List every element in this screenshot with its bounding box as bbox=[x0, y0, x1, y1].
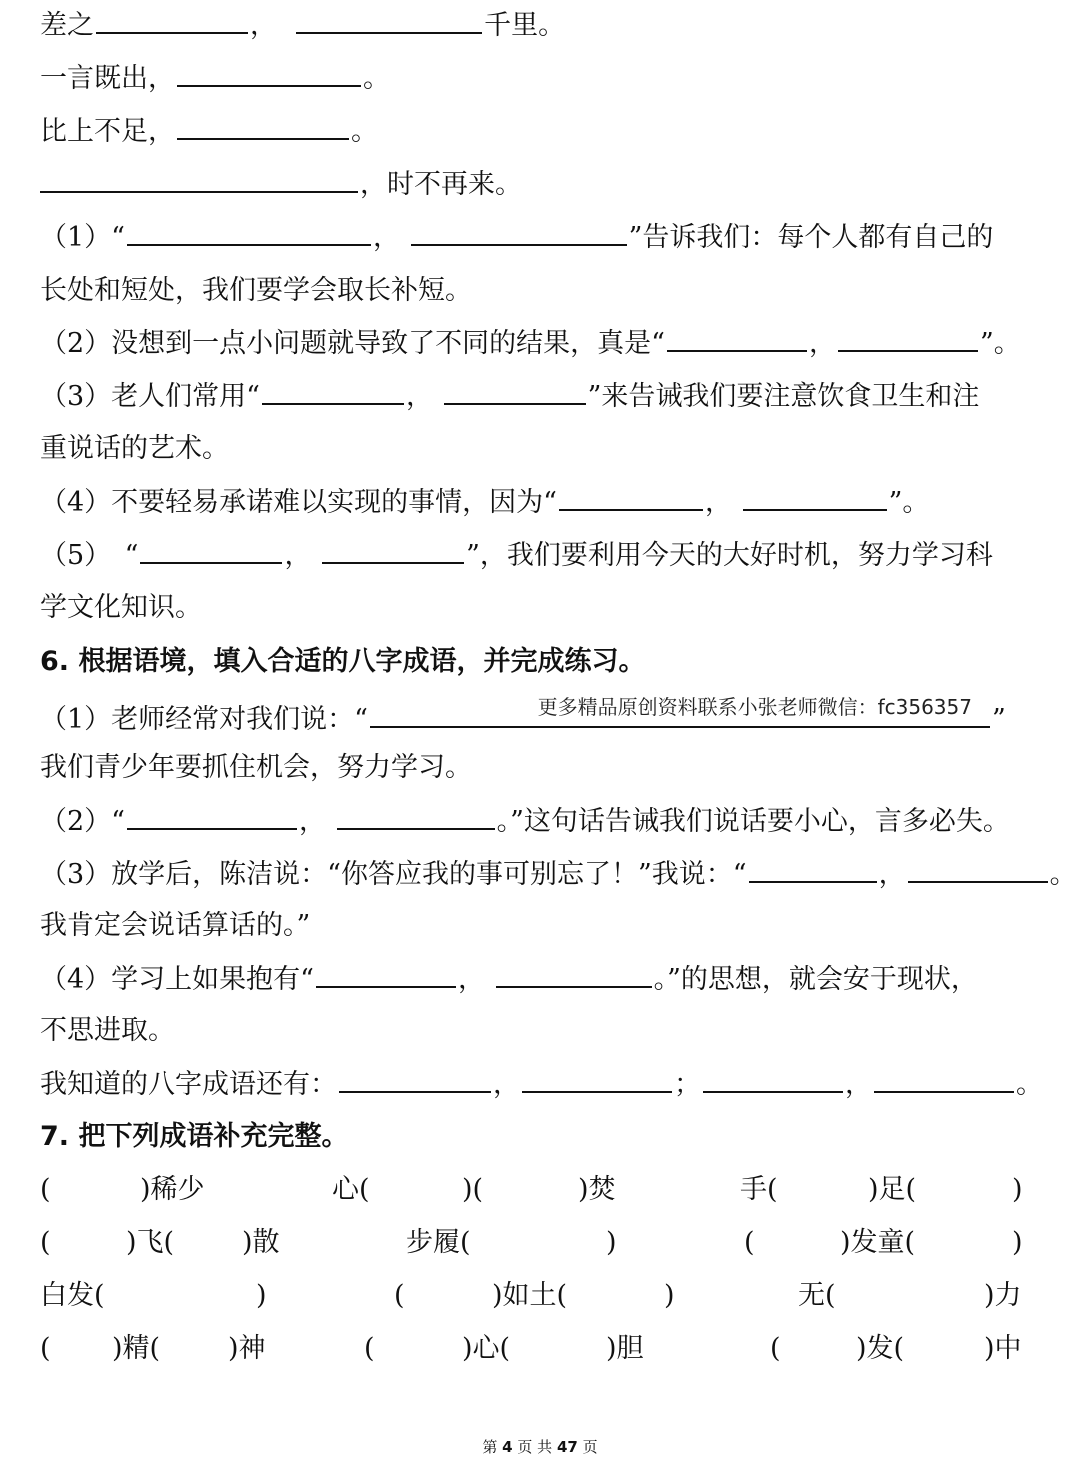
text[interactable]: )散 bbox=[242, 1227, 280, 1258]
text: ， bbox=[845, 1069, 872, 1100]
text[interactable]: )神 bbox=[228, 1333, 266, 1364]
blank[interactable] bbox=[140, 538, 282, 564]
section-6-q4 bbox=[40, 962, 1044, 997]
text: ( bbox=[40, 1227, 51, 1258]
text: ”来告诫我们要注意饮食卫生和注 bbox=[587, 381, 980, 412]
blank[interactable] bbox=[496, 962, 652, 988]
text: ”。 bbox=[979, 328, 1021, 359]
text[interactable]: )稀少 bbox=[140, 1174, 205, 1205]
section-6-q4-cont bbox=[40, 1014, 1044, 1048]
text[interactable]: )( bbox=[462, 1174, 484, 1205]
watermark-text: 更多精品原创资料联系小张老师微信：fc356357 bbox=[537, 695, 972, 719]
text: ， bbox=[298, 806, 326, 837]
text: ， bbox=[493, 1069, 520, 1100]
footer-text: 第 bbox=[482, 1438, 498, 1456]
text[interactable]: 步履( bbox=[406, 1227, 471, 1258]
page-number: 4 bbox=[502, 1438, 513, 1456]
text: 。 bbox=[363, 63, 390, 94]
text: ”，我们要利用今天的大好时机，努力学习科 bbox=[466, 540, 993, 571]
text: 。 bbox=[1049, 859, 1077, 890]
text: （2）“ bbox=[40, 806, 125, 837]
text[interactable]: )精( bbox=[112, 1333, 161, 1364]
text: ， bbox=[457, 964, 485, 995]
text: （1）“ bbox=[40, 222, 125, 253]
blank[interactable] bbox=[559, 485, 703, 511]
text: 重说话的艺术。 bbox=[40, 433, 229, 464]
text: ( bbox=[40, 1174, 51, 1205]
text[interactable]: ( bbox=[744, 1227, 755, 1258]
question-5 bbox=[40, 538, 1044, 573]
text: （3）放学后，陈洁说：“你答应我的事可别忘了！”我说：“ bbox=[40, 859, 747, 890]
blank[interactable] bbox=[127, 804, 297, 830]
section-6-q3 bbox=[40, 857, 1077, 892]
text: （1）老师经常对我们说：“ bbox=[40, 704, 368, 735]
section-6-q1-cont bbox=[40, 751, 1044, 785]
section-6-q3-cont bbox=[40, 909, 1044, 943]
text[interactable]: )焚 bbox=[578, 1174, 616, 1205]
text: 我肯定会说话算话的。” bbox=[40, 910, 311, 941]
text[interactable]: ) bbox=[1012, 1174, 1023, 1205]
text: 长处和短处，我们要学会取长补短。 bbox=[40, 275, 472, 306]
question-2 bbox=[40, 326, 1044, 361]
text[interactable]: ) bbox=[664, 1280, 675, 1311]
question-3 bbox=[40, 379, 1044, 414]
blank[interactable] bbox=[667, 326, 807, 352]
text[interactable]: ( bbox=[770, 1333, 781, 1364]
text: 差之 bbox=[40, 10, 94, 41]
blank[interactable] bbox=[296, 8, 482, 34]
text[interactable]: )胆 bbox=[606, 1333, 644, 1364]
text: ， bbox=[405, 381, 433, 412]
text: 千里。 bbox=[484, 10, 566, 41]
text[interactable]: )发童( bbox=[840, 1227, 916, 1258]
text: （2）没想到一点小问题就导致了不同的结果，真是“ bbox=[40, 328, 665, 359]
text: 不思进取。 bbox=[40, 1015, 175, 1046]
question-1-cont bbox=[40, 274, 1044, 308]
total-pages: 47 bbox=[556, 1438, 578, 1456]
line-2 bbox=[40, 61, 1044, 96]
text: 我们青少年要抓住机会，努力学习。 bbox=[40, 752, 472, 783]
line-4 bbox=[40, 167, 1044, 202]
text[interactable]: ( bbox=[364, 1333, 375, 1364]
text: 我知道的八字成语还有： bbox=[40, 1069, 337, 1100]
section-6-q1 bbox=[40, 695, 1044, 737]
blank[interactable] bbox=[749, 857, 877, 883]
text: 白发( bbox=[40, 1280, 105, 1311]
text: ， bbox=[808, 328, 836, 359]
question-1 bbox=[40, 220, 1044, 255]
text: 比上不足， bbox=[40, 116, 175, 147]
text: （3）老人们常用“ bbox=[40, 381, 260, 412]
text[interactable]: )如土( bbox=[492, 1280, 568, 1311]
text[interactable]: )心( bbox=[462, 1333, 511, 1364]
blank[interactable] bbox=[703, 1067, 843, 1093]
section-7-heading: 7. 把下列成语补充完整。 bbox=[40, 1121, 349, 1152]
text: 。 bbox=[1016, 1069, 1043, 1100]
text[interactable]: 心( bbox=[332, 1174, 370, 1205]
section-6-q2 bbox=[40, 804, 1044, 839]
text: ，时不再来。 bbox=[360, 169, 522, 200]
question-3-cont bbox=[40, 432, 1044, 466]
blank[interactable] bbox=[444, 379, 586, 405]
blank[interactable] bbox=[337, 804, 495, 830]
text: 。”的思想，就会安于现状， bbox=[653, 964, 978, 995]
text[interactable]: )中 bbox=[984, 1333, 1022, 1364]
text: 。 bbox=[351, 116, 378, 147]
blank[interactable] bbox=[322, 538, 464, 564]
text: ” bbox=[991, 704, 1006, 735]
text: ”告诉我们：每个人都有自己的 bbox=[628, 222, 994, 253]
blank[interactable] bbox=[177, 61, 361, 87]
blank[interactable] bbox=[316, 962, 456, 988]
text: （5） “ bbox=[40, 540, 139, 571]
text: 一言既出， bbox=[40, 63, 175, 94]
text: ， bbox=[878, 859, 906, 890]
page-footer bbox=[0, 1436, 1080, 1457]
text: ； bbox=[674, 1069, 701, 1100]
footer-text: 页 bbox=[582, 1438, 598, 1456]
blank[interactable] bbox=[522, 1067, 672, 1093]
text[interactable]: 手( bbox=[740, 1174, 778, 1205]
text: （4）不要轻易承诺难以实现的事情，因为“ bbox=[40, 487, 557, 518]
blank[interactable] bbox=[339, 1067, 491, 1093]
blank[interactable] bbox=[743, 485, 887, 511]
question-4 bbox=[40, 485, 1044, 520]
blank[interactable] bbox=[40, 167, 358, 193]
blank[interactable] bbox=[127, 220, 371, 246]
text[interactable]: ) bbox=[256, 1280, 267, 1311]
footer-text: 页 共 bbox=[517, 1438, 553, 1456]
text: ( bbox=[40, 1333, 51, 1364]
section-6-heading: 6. 根据语境，填入合适的八字成语，并完成练习。 bbox=[40, 646, 646, 677]
text: ， bbox=[372, 222, 400, 253]
line-3 bbox=[40, 114, 1044, 149]
text[interactable]: ( bbox=[394, 1280, 405, 1311]
text[interactable]: )足( bbox=[868, 1174, 917, 1205]
text: ， bbox=[250, 10, 277, 41]
text: ， bbox=[704, 487, 732, 518]
blank[interactable] bbox=[262, 379, 404, 405]
text: ”。 bbox=[888, 487, 930, 518]
text: （4）学习上如果抱有“ bbox=[40, 964, 314, 995]
text[interactable]: )发( bbox=[856, 1333, 905, 1364]
text[interactable]: ) bbox=[1012, 1227, 1023, 1258]
blank[interactable] bbox=[177, 114, 349, 140]
blank[interactable] bbox=[908, 857, 1048, 883]
text: ， bbox=[284, 540, 312, 571]
text: 学文化知识。 bbox=[40, 592, 202, 623]
line-1 bbox=[40, 8, 1044, 43]
text[interactable]: )飞( bbox=[126, 1227, 175, 1258]
text[interactable]: ) bbox=[606, 1227, 617, 1258]
text[interactable]: 无( bbox=[798, 1280, 836, 1311]
section-6-q5 bbox=[40, 1067, 1044, 1102]
text[interactable]: )力 bbox=[984, 1280, 1022, 1311]
question-5-cont bbox=[40, 591, 1044, 625]
text: 。”这句话告诫我们说话要小心，言多必失。 bbox=[496, 806, 1010, 837]
blank[interactable] bbox=[96, 8, 248, 34]
blank[interactable] bbox=[411, 220, 627, 246]
blank[interactable] bbox=[838, 326, 978, 352]
blank-with-watermark[interactable] bbox=[370, 695, 990, 728]
blank[interactable] bbox=[874, 1067, 1014, 1093]
